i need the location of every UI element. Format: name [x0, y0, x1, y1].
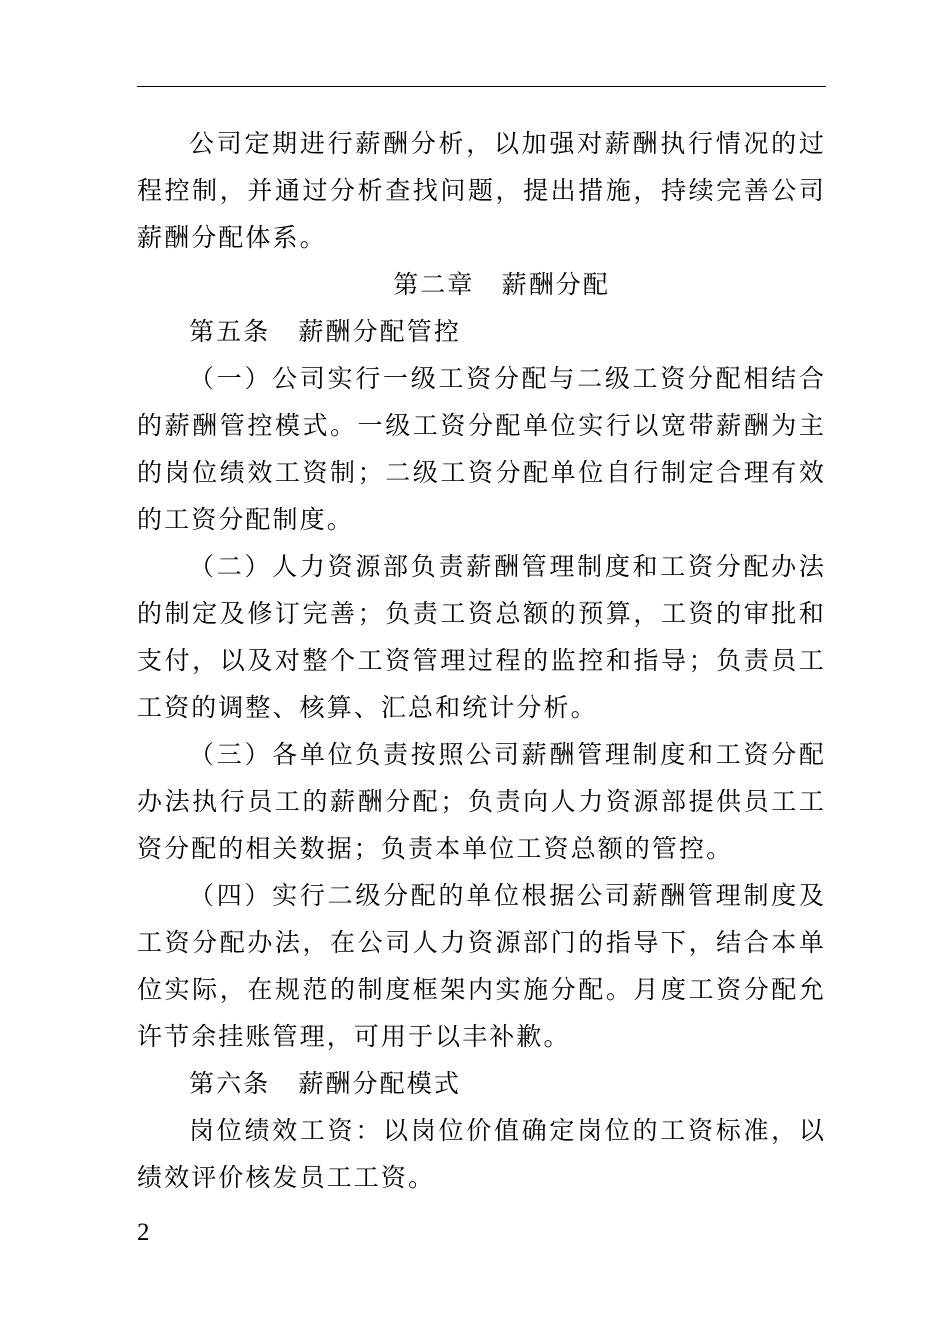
paragraph-post: 岗位绩效工资：以岗位价值确定岗位的工资标准，以绩效评价核发员工工资。 [137, 1116, 826, 1192]
clause-1: （一）公司实行一级工资分配与二级工资分配相结合的薪酬管控模式。一级工资分配单位实行以宽带薪酬为主的岗位绩效工资制；二级工资分配单位自行制定合理有效的工资分配制度。 [137, 364, 826, 534]
clause-3: （三）各单位负责按照公司薪酬管理制度和工资分配办法执行员工的薪酬分配；负责向人力资源部提供员工工资分配的相关数据；负责本单位工资总额的管控。 [137, 740, 826, 863]
article-6-heading [137, 1060, 826, 1107]
document-body [137, 120, 826, 1201]
chapter-title: 第二章 薪酬分配 [393, 270, 610, 299]
article-5-title: 薪酬分配管控 [298, 317, 461, 346]
article-6-number: 第六条 [189, 1069, 271, 1098]
article-5-heading [137, 308, 826, 355]
clause-4: （四）实行二级分配的单位根据公司薪酬管理制度及工资分配办法，在公司人力资源部门的指导下，结合本单位实际，在规范的制度框架内实施分配。月度工资分配允许节余挂账管理，可用于以丰补歉。 [137, 881, 826, 1051]
article-6-title: 薪酬分配模式 [298, 1069, 461, 1098]
header-rule [137, 86, 826, 87]
paragraph-intro: 公司定期进行薪酬分析，以加强对薪酬执行情况的过程控制，并通过分析查找问题，提出措施，持续完善公司薪酬分配体系。 [137, 129, 826, 252]
clause-2: （二）人力资源部负责薪酬管理制度和工资分配办法的制定及修订完善；负责工资总额的预算，工资的审批和支付，以及对整个工资管理过程的监控和指导；负责员工工资的调整、核算、汇总和统计分析。 [137, 552, 826, 722]
article-5-number: 第五条 [189, 317, 271, 346]
page-number: 2 [137, 1219, 150, 1246]
